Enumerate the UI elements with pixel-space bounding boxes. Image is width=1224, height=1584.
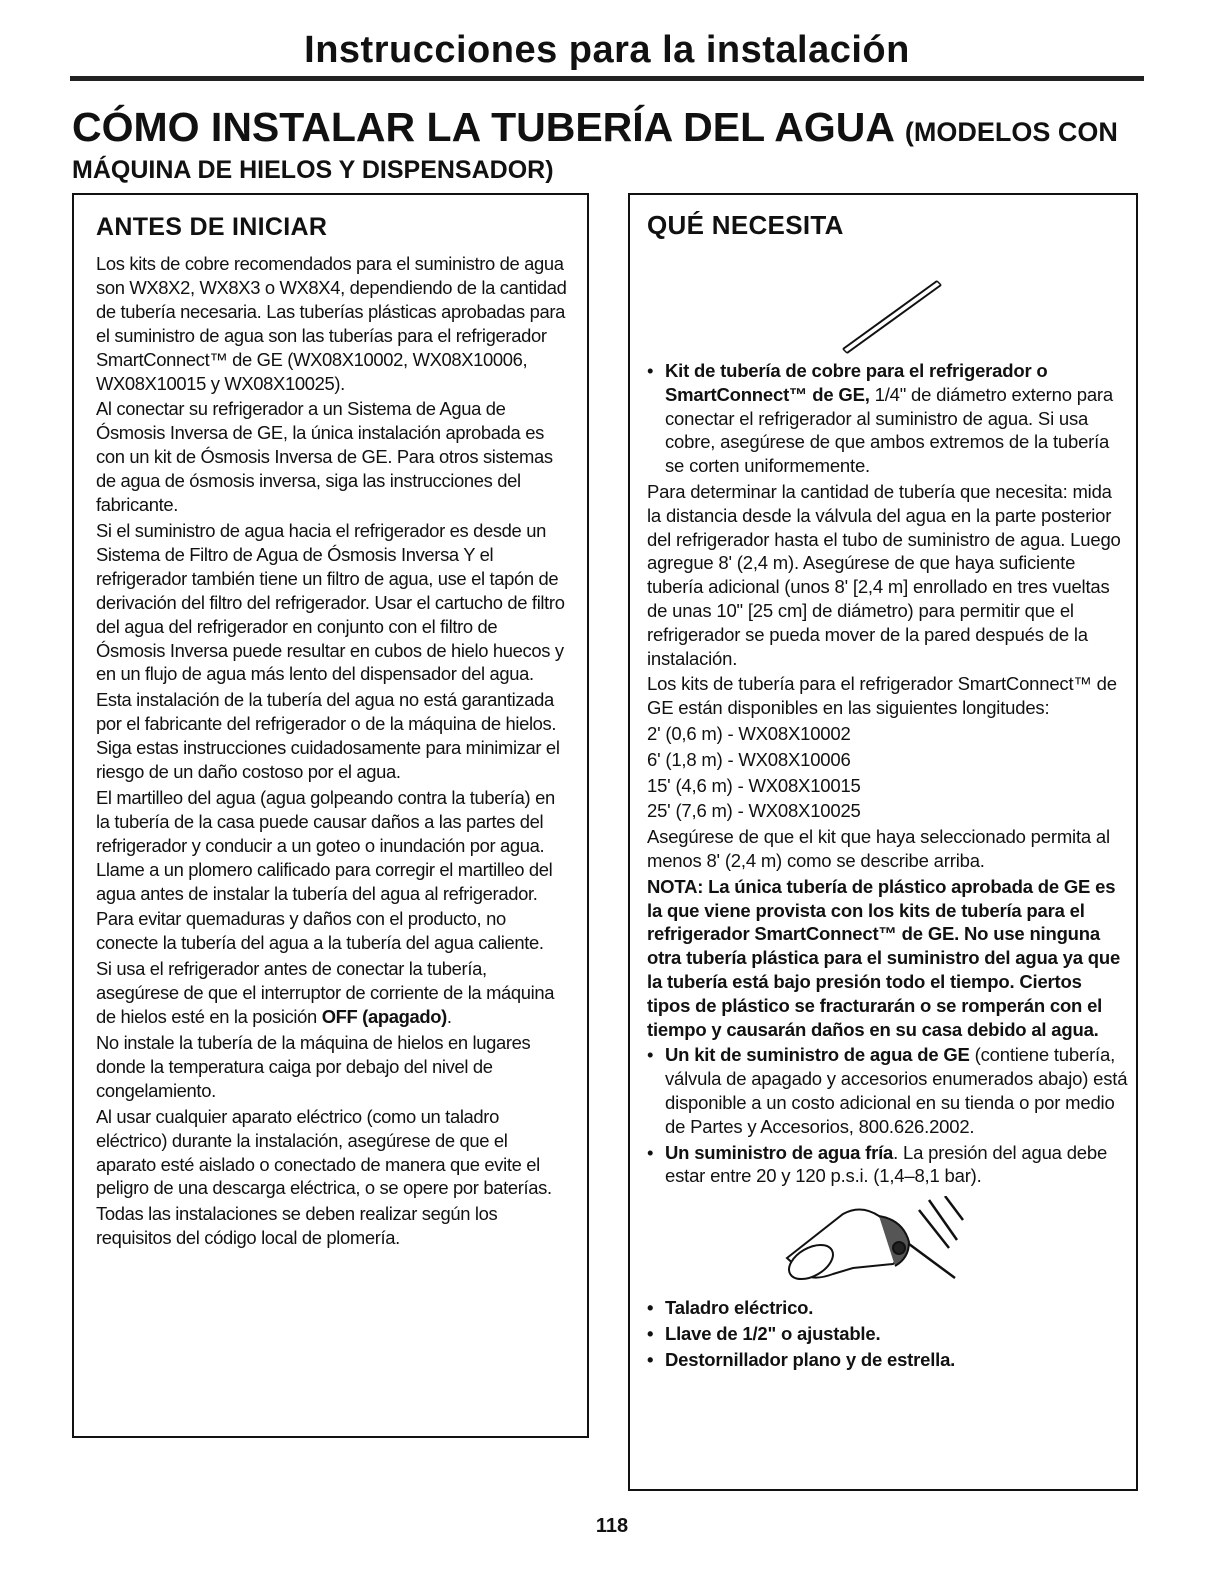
drill-illustration bbox=[647, 1196, 1128, 1288]
what-you-need-heading: QUÉ NECESITA bbox=[647, 210, 844, 240]
paragraph: Asegúrese de que el kit que haya seleccionado permita al menos 8' (2,4 m) como se describe arriba. bbox=[647, 826, 1110, 871]
tool-label: Destornillador plano y de estrella. bbox=[665, 1348, 956, 1370]
paragraph: Todas las instalaciones se deben realizar según los requisitos del código local de plomería. bbox=[96, 1203, 498, 1249]
bullet-text: . La presión del agua debe estar entre 20 y 120 p.s.i. (1,4–8,1 bar). bbox=[665, 1141, 1108, 1187]
list-item-tool: • Destornillador plano y de estrella. bbox=[647, 1348, 956, 1370]
paragraph-text: Si usa el refrigerador antes de conectar la tubería, asegúrese de que el interruptor de corriente de la máquina de hielos esté en la posición bbox=[96, 958, 555, 1028]
before-starting-heading: ANTES DE INICIAR bbox=[96, 213, 328, 241]
bullet-text: 1/4" de diámetro externo para conectar el refrigerador al suministro de agua. Si usa cobre, asegúrese de que ambos extremos de la tubería se corten uniformemente. bbox=[665, 383, 1113, 477]
section-title-line1 bbox=[72, 104, 1152, 155]
length-item: 15' (4,6 m) - WX08X10015 bbox=[647, 774, 861, 796]
page-number: 118 bbox=[595, 1515, 629, 1537]
bullet-bold: Un suministro de agua fría bbox=[665, 1141, 894, 1163]
section-title-main: CÓMO INSTALAR LA TUBERÍA DEL AGUA bbox=[72, 104, 894, 150]
paragraph: Los kits de cobre recomendados para el suministro de agua son WX8X2, WX8X3 o WX8X4, dependiendo de la cantidad de tubería necesaria. Las tuberías plásticas aprobadas para el suministro de agua son las tuberías para el refrigerador SmartConnect™ de GE (WX08X10002, WX08X10006, WX08X10015 y WX08X10025). bbox=[96, 253, 567, 394]
section-title-small: (MODELOS CON bbox=[904, 117, 1118, 147]
paragraph: Al conectar su refrigerador a un Sistema de Agua de Ósmosis Inversa de GE, la única instalación aprobada es con un kit de Ósmosis Inversa de GE. Para otros sistemas de agua de ósmosis inversa, siga las instrucciones del fabricante. bbox=[96, 398, 553, 516]
period: . bbox=[446, 1006, 452, 1028]
list-item-copper-kit: • Kit de tubería de cobre para el refrigerador o SmartConnect™ de GE, 1/4" de diámetro externo para conectar el refrigerador al suministro de agua. Si usa cobre, asegúrese de que ambos extremos de la tubería se corten uniformemente. bbox=[647, 360, 1113, 477]
paragraph: Los kits de tubería para el refrigerador SmartConnect™ de GE están disponibles en las siguientes longitudes: bbox=[647, 673, 1117, 719]
page-header bbox=[70, 28, 1144, 72]
paragraph: No instale la tubería de la máquina de hielos en lugares donde la temperatura caiga por debajo del nivel de congelamiento. bbox=[96, 1032, 531, 1101]
bullet-bold: Kit de tubería de cobre para el refrigerador o SmartConnect™ de GE, bbox=[665, 360, 1048, 405]
length-item: 2' (0,6 m) - WX08X10002 bbox=[647, 722, 851, 744]
bullet-bold: Un kit de suministro de agua de GE bbox=[665, 1044, 970, 1066]
off-label: OFF (apagado) bbox=[321, 1006, 447, 1028]
before-starting-box bbox=[72, 193, 589, 1438]
note-paragraph: NOTA: La única tubería de plástico aprobada de GE es la que viene provista con los kits de tubería para el refrigerador SmartConnect™ de GE. No use ninguna otra tubería plástica para el suministro del agua ya que la tubería está bajo presión todo el tiempo. Ciertos tipos de plástico se fracturarán o se romperán con el tiempo y causarán daños en su casa debido al agua. bbox=[647, 875, 1121, 1040]
paragraph: Para evitar quemaduras y daños con el producto, no conecte la tubería del agua a la tubería del agua caliente. bbox=[96, 908, 544, 954]
tool-label: Taladro eléctrico. bbox=[665, 1297, 814, 1319]
tubing-icon bbox=[647, 241, 1127, 359]
header-rule bbox=[70, 76, 1144, 81]
list-item-tool: • Llave de 1/2" o ajustable. bbox=[647, 1322, 881, 1344]
paragraph: Si el suministro de agua hacia el refrigerador es desde un Sistema de Filtro de Agua de Ósmosis Inversa Y el refrigerador también tiene un filtro de agua, use el tapón de derivación del filtro del refrigerador. Usar el cartucho de filtro del agua del refrigerador en conjunto con el filtro de Ósmosis Inversa puede resultar en cubos de hielo huecos y en un flujo de agua más lento del dispensador del agua. bbox=[96, 519, 565, 685]
what-you-need-box bbox=[628, 193, 1138, 1491]
list-item-tool: • Taladro eléctrico. bbox=[647, 1297, 814, 1319]
section-title-line2: MÁQUINA DE HIELOS Y DISPENSADOR) bbox=[72, 156, 554, 184]
length-item: 25' (7,6 m) - WX08X10025 bbox=[647, 800, 861, 822]
paragraph: Para determinar la cantidad de tubería que necesita: mida la distancia desde la válvula del agua en la parte posterior del refrigerador hasta el tubo de suministro de agua. Luego agregue 8' (2,4 m). Asegúrese de que haya suficiente tubería adicional (unos 8' [2,4 m] enrollado en tres vueltas de unas 10" [25 cm] de diámetro) para permitir que el refrigerador se pueda mover de la pared después de la instalación. bbox=[647, 480, 1121, 669]
tool-label: Llave de 1/2" o ajustable. bbox=[665, 1322, 881, 1344]
paragraph: El martilleo del agua (agua golpeando contra la tubería) en la tubería de la casa puede causar daños a las partes del refrigerador y conducir a un goteo o inundación por agua. Llame a un plomero calificado para corregir el martilleo del agua antes de instalar la tubería del agua al refrigerador. bbox=[96, 786, 555, 904]
list-item-supply-kit: • Un kit de suministro de agua de GE (contiene tubería, válvula de apagado y accesorios enumerados abajo) está disponible a un costo adicional en su tienda o por medio de Partes y Accesorios, 800.626.2002. bbox=[647, 1044, 1128, 1137]
bullet-text: (contiene tubería, válvula de apagado y accesorios enumerados abajo) está disponible a un costo adicional en su tienda o por medio de Partes y Accesorios, 800.626.2002. bbox=[665, 1044, 1128, 1137]
section-title bbox=[72, 104, 1152, 185]
paragraph: Esta instalación de la tubería del agua no está garantizada por el fabricante del refrigerador o de la máquina de hielos. Siga estas instrucciones cuidadosamente para minimizar el riesgo de un daño costoso por el agua. bbox=[96, 689, 560, 783]
drill-icon bbox=[647, 1196, 1127, 1288]
paragraph-icemaker-switch bbox=[96, 957, 571, 1029]
list-item-cold-water: • Un suministro de agua fría. La presión del agua debe estar entre 20 y 120 p.s.i. (1,4–8,1 bar). bbox=[647, 1141, 1108, 1187]
header-title: Instrucciones para la instalación bbox=[304, 29, 910, 71]
length-item: 6' (1,8 m) - WX08X10006 bbox=[647, 748, 851, 770]
tubing-illustration bbox=[647, 241, 1128, 359]
paragraph: Al usar cualquier aparato eléctrico (como un taladro eléctrico) durante la instalación, asegúrese de que el aparato esté aislado o conectado de manera que evite el peligro de una descarga eléctrica, o se opere por baterías. bbox=[96, 1105, 552, 1199]
